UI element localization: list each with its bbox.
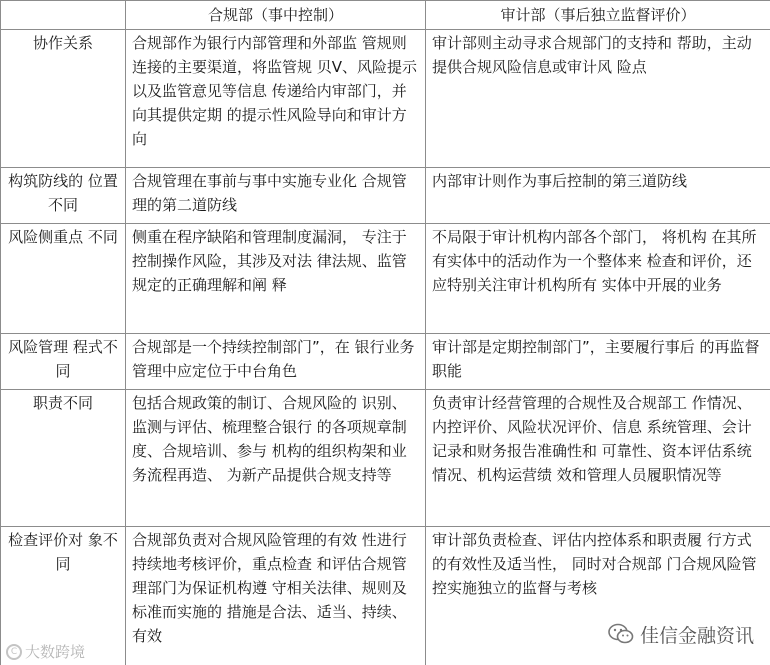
row-label: 构筑防线的 位置不同 <box>1 168 126 224</box>
compliance-cell: 合规部负责对合规风险管理的有效 性进行持续地考核评价，重点检查 和评估合规管理部门为保证机构遵 守相关法律、规则及标准而实施的 措施是合法、适当、持续、有效 <box>126 527 426 665</box>
compliance-cell: 包括合规政策的制订、合规风险的 识别、监测与评估、梳理整合银行 的各项规章制度、合规培训、参与 机构的组织构架和业务流程再造、 为新产品提供合规支持等 <box>126 390 426 527</box>
row-label: 协作关系 <box>1 30 126 168</box>
audit-cell: 审计部则主动寻求合规部门的支持和 帮助，主动提供合规风险信息或审计风 险点 <box>426 30 770 168</box>
watermark-right <box>608 618 754 650</box>
circle-logo-icon: C <box>6 644 22 660</box>
watermark-right-text: 佳信金融资讯 <box>640 624 755 647</box>
audit-cell: 审计部是定期控制部门”，主要履行事后 的再监督职能 <box>426 334 770 390</box>
table-row <box>1 334 770 390</box>
watermark-left <box>6 641 85 662</box>
row-label: 职责不同 <box>1 390 126 527</box>
compliance-cell: 合规管理在事前与事中实施专业化 合规管理的第二道防线 <box>126 168 426 224</box>
row-label: 风险侧重点 不同 <box>1 224 126 334</box>
table-row <box>1 168 770 224</box>
compliance-cell: 侧重在程序缺陷和管理制度漏洞， 专注于控制操作风险，其涉及对法 律法规、监管规定的正确理解和阐 释 <box>126 224 426 334</box>
compliance-cell: 合规部是一个持续控制部门”，在 银行业务管理中应定位于中台角色 <box>126 334 426 390</box>
audit-cell: 负责审计经营管理的合规性及合规部工 作情况、内控评价、风险状况评价、信息 系统管理、会计记录和财务报告准确性和 可靠性、资本评估系统情况、机构运营绩 效和管理人员履职情况等 <box>426 390 770 527</box>
row-label: 风险管理 程式不同 <box>1 334 126 390</box>
header-audit: 审计部（事后独立监督评价） <box>426 1 770 30</box>
row-label: 检查评价对 象不同 <box>1 527 126 665</box>
wechat-icon <box>608 623 634 645</box>
header-empty-cell <box>1 1 126 30</box>
audit-cell: 内部审计则作为事后控制的第三道防线 <box>426 168 770 224</box>
table-row <box>1 224 770 334</box>
audit-cell: 不局限于审计机构内部各个部门， 将机构 在其所有实体中的活动作为一个整体来 检查和评价，还应特别关注审计机构所有 实体中开展的业务 <box>426 224 770 334</box>
header-row <box>1 1 770 30</box>
compliance-cell: 合规部作为银行内部管理和外部监 管规则连接的主要渠道，将监管规 贝V、风险提示以及监管意见等信息 传递给内审部门，并向其提供定期 的提示性风险导向和审计方向 <box>126 30 426 168</box>
table-row <box>1 30 770 168</box>
audit-cell: 审计部负责检查、评估内控体系和职责履 行方式的有效性及适当性， 同时对合规部 门合规风险管控实施独立的监督与考核 <box>426 527 770 665</box>
watermark-left-text: 大数跨境 <box>25 643 86 661</box>
table-row <box>1 390 770 527</box>
header-compliance: 合规部（事中控制） <box>126 1 426 30</box>
